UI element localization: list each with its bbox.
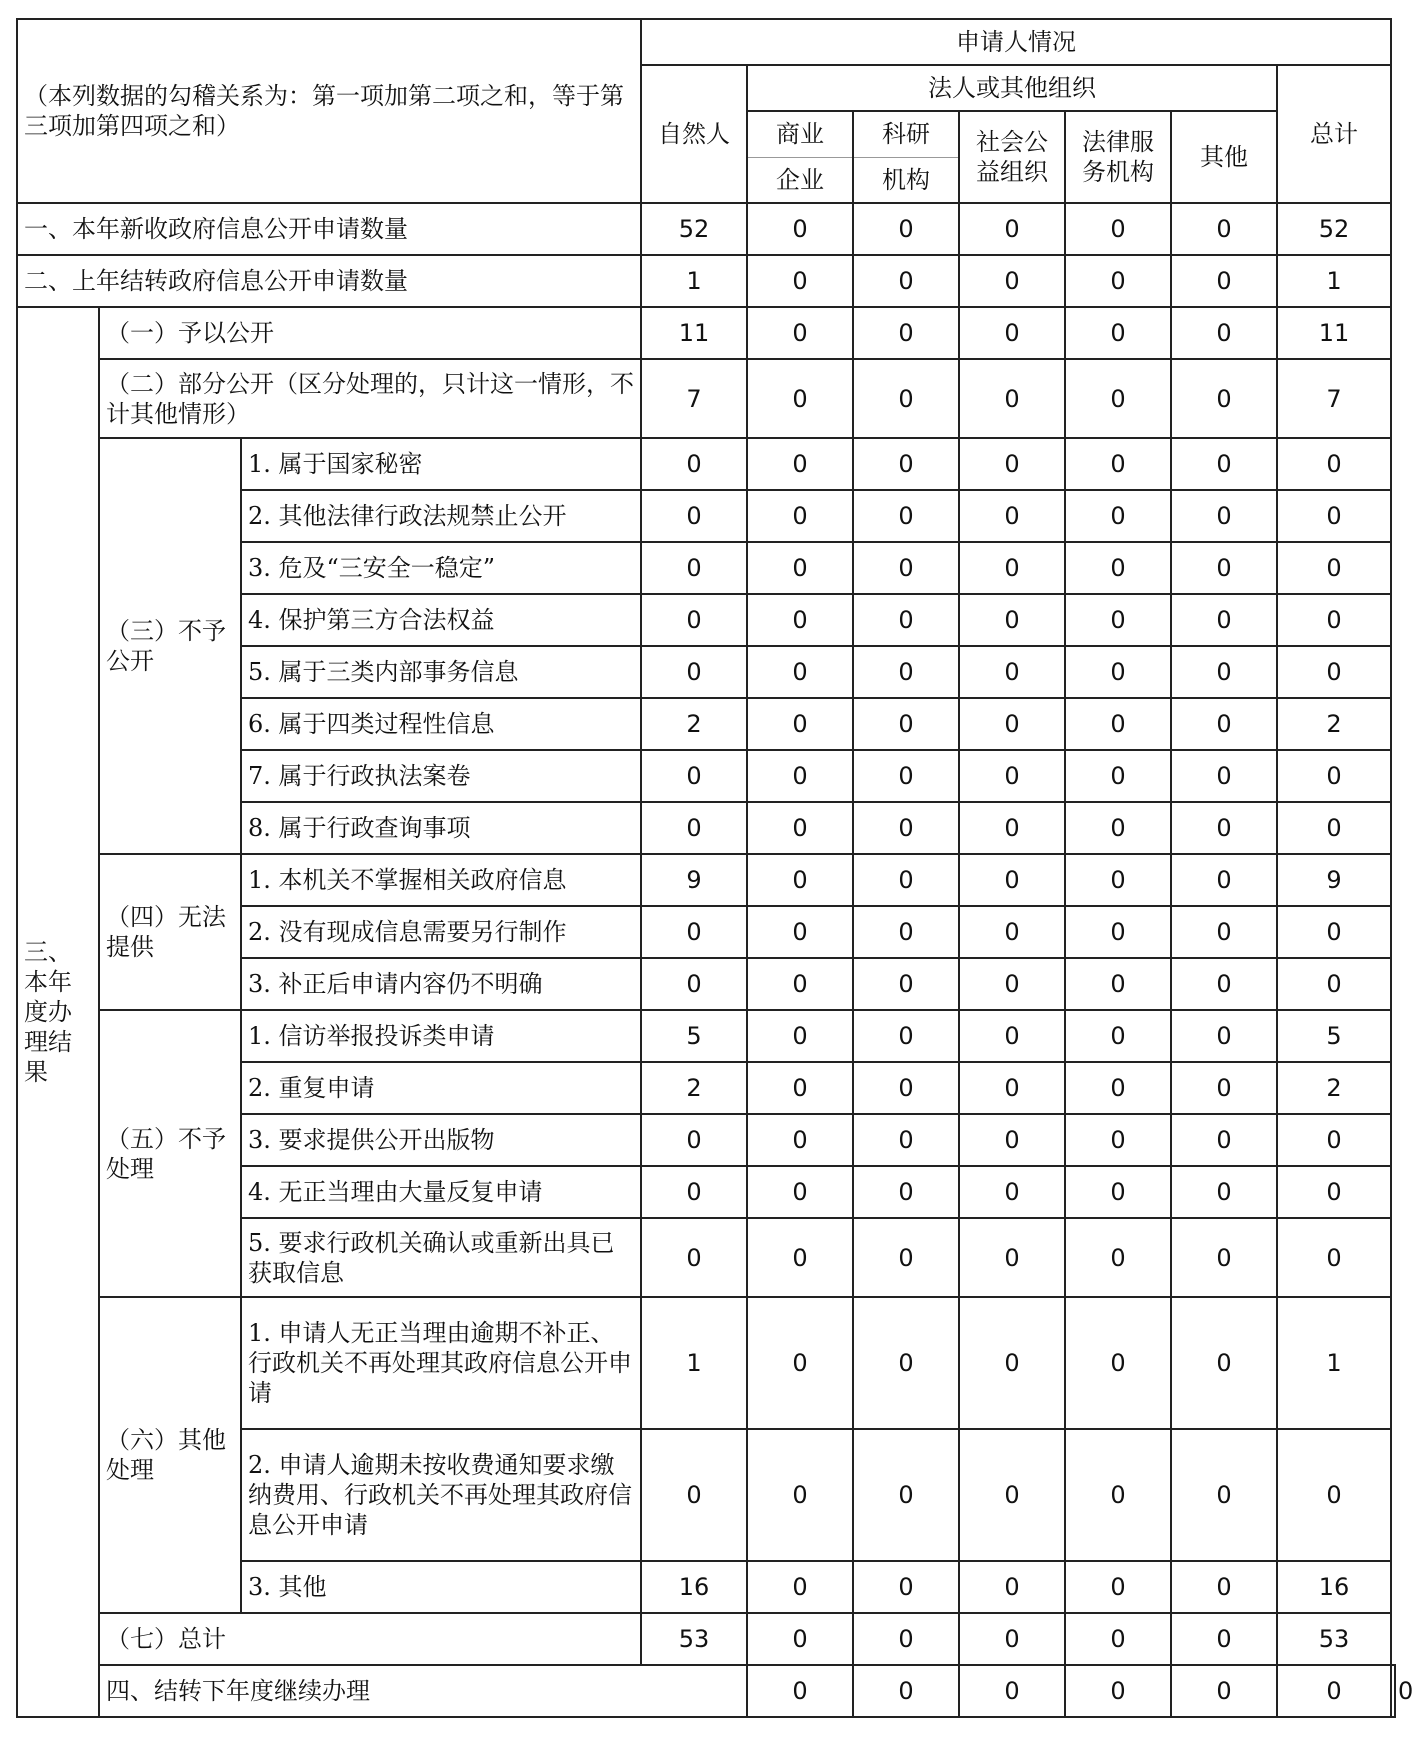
cell-commercial: 0	[747, 255, 853, 307]
cell-commercial: 0	[747, 307, 853, 359]
cell-natural-person: 0	[641, 906, 747, 958]
cell-research: 0	[853, 1062, 959, 1114]
cell-other: 0	[1171, 646, 1277, 698]
row-label: （一）予以公开	[99, 307, 641, 359]
row-label: 3. 要求提供公开出版物	[241, 1114, 641, 1166]
cell-natural-person: 16	[641, 1561, 747, 1613]
cell-total: 7	[1277, 359, 1391, 438]
cell-research: 0	[853, 1010, 959, 1062]
cell-natural-person: 0	[641, 438, 747, 490]
social-welfare-header: 社会公益组织	[959, 111, 1065, 203]
cell-commercial: 0	[747, 490, 853, 542]
cell-other: 0	[1171, 1429, 1277, 1561]
cell-research: 0	[853, 1218, 959, 1297]
cell-other: 0	[1171, 594, 1277, 646]
cell-legal-service: 0	[1065, 646, 1171, 698]
cell-social-welfare: 0	[959, 1114, 1065, 1166]
cell-total: 0	[1277, 490, 1391, 542]
cell-legal-service: 0	[1065, 1010, 1171, 1062]
cell-legal-service: 0	[1065, 802, 1171, 854]
cell-commercial: 0	[747, 359, 853, 438]
relationship-note: （本列数据的勾稽关系为：第一项加第二项之和，等于第三项加第四项之和）	[17, 19, 641, 203]
cell-total: 0	[1277, 1114, 1391, 1166]
cell-commercial: 0	[747, 1114, 853, 1166]
commercial-header-bottom: 企业	[747, 157, 853, 203]
cell-commercial: 0	[747, 203, 853, 255]
cell-other: 0	[1171, 854, 1277, 906]
cell-legal-service: 0	[1065, 542, 1171, 594]
cell-other: 0	[1171, 490, 1277, 542]
cell-social-welfare: 0	[959, 594, 1065, 646]
cell-social-welfare: 0	[959, 359, 1065, 438]
cell-commercial: 0	[853, 1665, 959, 1717]
cell-total: 53	[1277, 1613, 1391, 1665]
cell-total: 5	[1277, 1010, 1391, 1062]
cell-other: 0	[1171, 307, 1277, 359]
cell-research: 0	[853, 1429, 959, 1561]
group-four-label: （四）无法提供	[99, 854, 241, 1010]
row-label: 2. 其他法律行政法规禁止公开	[241, 490, 641, 542]
cell-total: 0	[1277, 646, 1391, 698]
cell-commercial: 0	[747, 1010, 853, 1062]
cell-research: 0	[853, 255, 959, 307]
cell-legal-service: 0	[1065, 698, 1171, 750]
cell-other: 0	[1171, 542, 1277, 594]
cell-social-welfare: 0	[959, 1218, 1065, 1297]
cell-social-welfare: 0	[959, 1166, 1065, 1218]
statistics-table	[16, 18, 1413, 1718]
cell-legal-service: 0	[1065, 438, 1171, 490]
table-row	[17, 359, 1395, 438]
row-label: 1. 本机关不掌握相关政府信息	[241, 854, 641, 906]
cell-total: 0	[1277, 438, 1391, 490]
cell-social-welfare: 0	[959, 203, 1065, 255]
row-label: 3. 危及“三安全一稳定”	[241, 542, 641, 594]
cell-total: 1	[1277, 255, 1391, 307]
cell-research: 0	[853, 359, 959, 438]
cell-social-welfare: 0	[959, 490, 1065, 542]
cell-natural-person: 5	[641, 1010, 747, 1062]
cell-natural-person: 0	[641, 594, 747, 646]
cell-research: 0	[853, 542, 959, 594]
cell-social-welfare: 0	[959, 1062, 1065, 1114]
cell-natural-person: 53	[641, 1613, 747, 1665]
row-label: 四、结转下年度继续办理	[99, 1665, 747, 1717]
cell-legal-service: 0	[1065, 1218, 1171, 1297]
cell-natural-person: 0	[641, 802, 747, 854]
cell-natural-person: 2	[641, 698, 747, 750]
cell-legal-service: 0	[1065, 203, 1171, 255]
cell-other: 0	[1171, 802, 1277, 854]
cell-other: 0	[1171, 1166, 1277, 1218]
commercial-header-top: 商业	[747, 111, 853, 157]
cell-total: 0	[1277, 1218, 1391, 1297]
header-row-1	[17, 19, 1395, 65]
cell-research: 0	[853, 307, 959, 359]
cell-natural-person: 0	[641, 542, 747, 594]
cell-research: 0	[853, 906, 959, 958]
cell-legal-service: 0	[1065, 1297, 1171, 1429]
cell-commercial: 0	[747, 906, 853, 958]
cell-social-welfare: 0	[959, 307, 1065, 359]
group-three-label: （三）不予公开	[99, 438, 241, 854]
cell-natural-person: 1	[641, 1297, 747, 1429]
cell-legal-service: 0	[1065, 490, 1171, 542]
natural-person-header: 自然人	[641, 65, 747, 203]
cell-research: 0	[853, 1297, 959, 1429]
cell-total: 52	[1277, 203, 1391, 255]
row-label: 一、本年新收政府信息公开申请数量	[17, 203, 641, 255]
cell-social-welfare: 0	[959, 1429, 1065, 1561]
row-label: 5. 属于三类内部事务信息	[241, 646, 641, 698]
cell-research: 0	[853, 490, 959, 542]
cell-research: 0	[853, 1613, 959, 1665]
table-row	[17, 1613, 1395, 1665]
cell-natural-person: 1	[641, 255, 747, 307]
row-label: （二）部分公开（区分处理的，只计这一情形，不计其他情形）	[99, 359, 641, 438]
cell-social-welfare: 0	[959, 750, 1065, 802]
applicant-header: 申请人情况	[641, 19, 1391, 65]
cell-natural-person: 52	[641, 203, 747, 255]
cell-other: 0	[1171, 1114, 1277, 1166]
cell-legal-service: 0	[1065, 594, 1171, 646]
cell-total: 0	[1277, 1429, 1391, 1561]
cell-natural-person: 0	[641, 490, 747, 542]
cell-social-welfare: 0	[959, 698, 1065, 750]
table-row	[17, 203, 1395, 255]
cell-natural-person: 0	[641, 750, 747, 802]
cell-research: 0	[853, 646, 959, 698]
cell-other: 0	[1171, 255, 1277, 307]
research-header-top: 科研	[853, 111, 959, 157]
cell-natural-person: 0	[641, 1166, 747, 1218]
cell-other: 0	[1171, 1218, 1277, 1297]
row-label: 7. 属于行政执法案卷	[241, 750, 641, 802]
cell-other: 0	[1277, 1665, 1391, 1717]
cell-natural-person: 0	[641, 646, 747, 698]
cell-social-welfare: 0	[1065, 1665, 1171, 1717]
cell-other: 0	[1171, 203, 1277, 255]
total-header: 总计	[1277, 65, 1391, 203]
row-label: 8. 属于行政查询事项	[241, 802, 641, 854]
cell-legal-service: 0	[1065, 854, 1171, 906]
cell-total: 9	[1277, 854, 1391, 906]
cell-social-welfare: 0	[959, 958, 1065, 1010]
cell-legal-service: 0	[1065, 1429, 1171, 1561]
cell-legal-service: 0	[1065, 906, 1171, 958]
cell-legal-service: 0	[1065, 958, 1171, 1010]
cell-social-welfare: 0	[959, 906, 1065, 958]
cell-total: 0	[1391, 1665, 1395, 1717]
cell-commercial: 0	[747, 958, 853, 1010]
cell-commercial: 0	[747, 1561, 853, 1613]
cell-natural-person: 0	[641, 1114, 747, 1166]
cell-social-welfare: 0	[959, 646, 1065, 698]
row-label: 5. 要求行政机关确认或重新出具已获取信息	[241, 1218, 641, 1297]
cell-total: 0	[1277, 542, 1391, 594]
cell-social-welfare: 0	[959, 854, 1065, 906]
cell-research: 0	[853, 1561, 959, 1613]
cell-research: 0	[853, 594, 959, 646]
cell-other: 0	[1171, 1062, 1277, 1114]
cell-total: 1	[1277, 1297, 1391, 1429]
cell-total: 0	[1277, 802, 1391, 854]
cell-total: 11	[1277, 307, 1391, 359]
cell-other: 0	[1171, 1010, 1277, 1062]
cell-legal-service: 0	[1065, 359, 1171, 438]
cell-social-welfare: 0	[959, 1561, 1065, 1613]
cell-legal-service: 0	[1065, 1613, 1171, 1665]
cell-social-welfare: 0	[959, 1010, 1065, 1062]
row-label: 1. 申请人无正当理由逾期不补正、行政机关不再处理其政府信息公开申请	[241, 1297, 641, 1429]
cell-other: 0	[1171, 906, 1277, 958]
cell-natural-person: 7	[641, 359, 747, 438]
cell-commercial: 0	[747, 1218, 853, 1297]
cell-natural-person: 11	[641, 307, 747, 359]
cell-natural-person: 0	[641, 1218, 747, 1297]
cell-total: 2	[1277, 698, 1391, 750]
cell-legal-service: 0	[1065, 1561, 1171, 1613]
cell-commercial: 0	[747, 698, 853, 750]
cell-commercial: 0	[747, 594, 853, 646]
cell-total: 0	[1277, 594, 1391, 646]
cell-other: 0	[1171, 698, 1277, 750]
row-label: 2. 重复申请	[241, 1062, 641, 1114]
cell-research: 0	[853, 698, 959, 750]
cell-natural-person: 0	[641, 958, 747, 1010]
table-body	[17, 19, 1413, 1717]
table-row	[17, 438, 1395, 490]
row-label: 4. 无正当理由大量反复申请	[241, 1166, 641, 1218]
cell-legal-service: 0	[1065, 255, 1171, 307]
cell-commercial: 0	[747, 542, 853, 594]
cell-legal-service: 0	[1065, 1062, 1171, 1114]
cell-commercial: 0	[747, 1613, 853, 1665]
cell-other: 0	[1171, 359, 1277, 438]
cell-total: 0	[1277, 750, 1391, 802]
cell-social-welfare: 0	[959, 542, 1065, 594]
group-six-label: （六）其他处理	[99, 1297, 241, 1613]
table-row	[17, 1297, 1395, 1429]
cell-natural-person: 2	[641, 1062, 747, 1114]
cell-social-welfare: 0	[959, 255, 1065, 307]
cell-research: 0	[853, 438, 959, 490]
other-org-header: 其他	[1171, 111, 1277, 203]
cell-commercial: 0	[747, 646, 853, 698]
cell-legal-service: 0	[1065, 750, 1171, 802]
cell-social-welfare: 0	[959, 438, 1065, 490]
table-row	[17, 854, 1395, 906]
cell-legal-service: 0	[1065, 307, 1171, 359]
row-label: 2. 申请人逾期未按收费通知要求缴纳费用、行政机关不再处理其政府信息公开申请	[241, 1429, 641, 1561]
cell-total: 0	[1277, 906, 1391, 958]
cell-commercial: 0	[747, 750, 853, 802]
row-label: 3. 补正后申请内容仍不明确	[241, 958, 641, 1010]
research-header-bottom: 机构	[853, 157, 959, 203]
row-label: 1. 属于国家秘密	[241, 438, 641, 490]
group-five-label: （五）不予处理	[99, 1010, 241, 1297]
row-label: 2. 没有现成信息需要另行制作	[241, 906, 641, 958]
cell-research: 0	[853, 750, 959, 802]
table-row	[17, 1665, 1395, 1717]
cell-commercial: 0	[747, 438, 853, 490]
cell-other: 0	[1171, 958, 1277, 1010]
cell-legal-service: 0	[1171, 1665, 1277, 1717]
section-three-label: 三、本年度办理结果	[17, 307, 99, 1717]
cell-other: 0	[1171, 1297, 1277, 1429]
cell-research: 0	[853, 1114, 959, 1166]
legal-service-header: 法律服务机构	[1065, 111, 1171, 203]
table-row	[17, 1010, 1395, 1062]
cell-commercial: 0	[747, 1062, 853, 1114]
row-label: 4. 保护第三方合法权益	[241, 594, 641, 646]
cell-commercial: 0	[747, 1166, 853, 1218]
cell-research: 0	[853, 802, 959, 854]
cell-total: 2	[1277, 1062, 1391, 1114]
cell-natural-person: 0	[641, 1429, 747, 1561]
row-label: 1. 信访举报投诉类申请	[241, 1010, 641, 1062]
cell-other: 0	[1171, 438, 1277, 490]
cell-social-welfare: 0	[959, 802, 1065, 854]
cell-other: 0	[1171, 750, 1277, 802]
cell-total: 0	[1277, 1166, 1391, 1218]
cell-commercial: 0	[747, 1297, 853, 1429]
cell-research: 0	[853, 1166, 959, 1218]
row-label: 3. 其他	[241, 1561, 641, 1613]
cell-total: 16	[1277, 1561, 1391, 1613]
row-label: 二、上年结转政府信息公开申请数量	[17, 255, 641, 307]
cell-social-welfare: 0	[959, 1613, 1065, 1665]
cell-legal-service: 0	[1065, 1114, 1171, 1166]
table-row	[17, 255, 1395, 307]
cell-legal-service: 0	[1065, 1166, 1171, 1218]
cell-commercial: 0	[747, 1429, 853, 1561]
cell-research: 0	[853, 203, 959, 255]
cell-total: 0	[1277, 958, 1391, 1010]
row-label: （七）总计	[99, 1613, 641, 1665]
cell-research: 0	[959, 1665, 1065, 1717]
cell-commercial: 0	[747, 802, 853, 854]
cell-natural-person: 9	[641, 854, 747, 906]
row-label: 6. 属于四类过程性信息	[241, 698, 641, 750]
cell-other: 0	[1171, 1613, 1277, 1665]
cell-social-welfare: 0	[959, 1297, 1065, 1429]
cell-research: 0	[853, 854, 959, 906]
cell-commercial: 0	[747, 854, 853, 906]
legal-person-header: 法人或其他组织	[747, 65, 1277, 111]
table-row	[17, 307, 1395, 359]
cell-natural-person: 0	[747, 1665, 853, 1717]
cell-other: 0	[1171, 1561, 1277, 1613]
cell-research: 0	[853, 958, 959, 1010]
